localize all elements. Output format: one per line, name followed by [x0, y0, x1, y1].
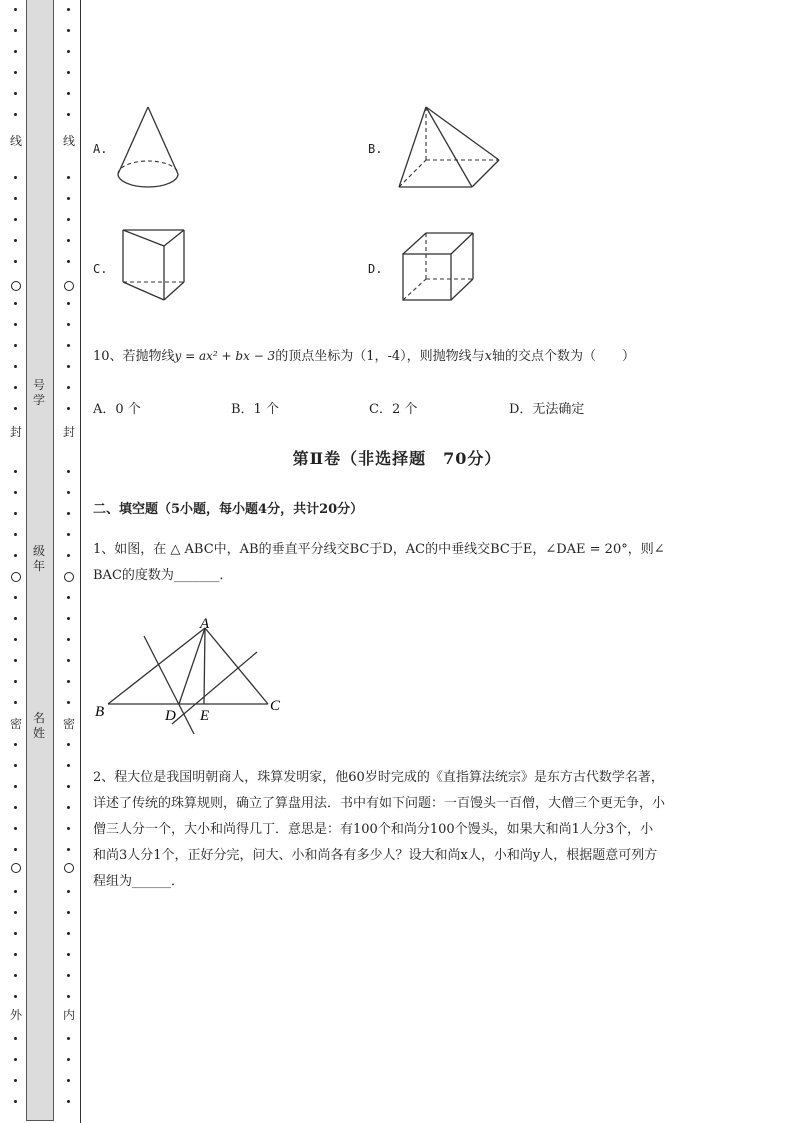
option-c-label: C. — [93, 262, 108, 276]
margin-dot — [67, 995, 70, 998]
inner-label-xian: 线 — [62, 134, 75, 148]
margin-dot — [14, 848, 17, 851]
margin-dot — [67, 932, 70, 935]
outer-circle-mark — [11, 572, 21, 582]
margin-dot — [14, 176, 17, 179]
vertex-c-label: C — [270, 698, 281, 714]
cone-figure — [114, 104, 186, 194]
margin-dot — [67, 827, 70, 830]
margin-dot — [67, 491, 70, 494]
margin-dot — [67, 50, 70, 53]
margin-dot — [14, 239, 17, 242]
margin-dot — [67, 806, 70, 809]
margin-dot — [14, 764, 17, 767]
margin-dot — [14, 512, 17, 515]
fill2-line-2: 详述了传统的珠算规则，确立了算盘用法．书中有如下问题：一百馒头一百僧，大僧三个更无争，小 — [93, 796, 666, 811]
margin-dot — [67, 344, 70, 347]
pyramid-figure — [396, 104, 506, 194]
margin-dot — [14, 827, 17, 830]
fill-question-2 — [93, 765, 748, 895]
margin-dot — [67, 680, 70, 683]
band-label-student-number: 号学 — [32, 378, 45, 407]
vertex-b-label: B — [95, 704, 105, 720]
margin-dot — [14, 953, 17, 956]
margin-dot — [14, 470, 17, 473]
margin-dot — [67, 113, 70, 116]
margin-dot — [14, 491, 17, 494]
margin-dot — [14, 743, 17, 746]
margin-dot — [67, 596, 70, 599]
margin-dot — [67, 953, 70, 956]
margin-dot — [14, 596, 17, 599]
inner-circle-mark — [64, 572, 74, 582]
margin-dot — [14, 218, 17, 221]
triangle-abc-figure — [92, 612, 292, 742]
margin-dot — [67, 470, 70, 473]
q10-axis: x — [484, 349, 492, 364]
margin-dot — [14, 995, 17, 998]
margin-dot — [67, 239, 70, 242]
q10-mid: 的顶点坐标为（1，-4），则抛物线与 — [275, 349, 485, 364]
point-d-label: D — [165, 708, 176, 724]
q10-choice-b: B．1 个 — [231, 402, 279, 417]
margin-dot — [14, 1100, 17, 1103]
margin-dot — [67, 848, 70, 851]
margin-dot — [67, 176, 70, 179]
margin-dot — [67, 260, 70, 263]
margin-dot — [67, 1100, 70, 1103]
option-b-label: B. — [368, 142, 383, 156]
part-title: 二、填空题（5小题，每小题4分，共计20分） — [93, 502, 364, 517]
section-title: 第Ⅱ卷（非选择题 70分） — [292, 449, 502, 468]
margin-dot — [14, 890, 17, 893]
margin-dot — [14, 407, 17, 410]
q10-prefix: 10、若抛物线 — [93, 349, 175, 364]
inner-circle-mark — [64, 863, 74, 873]
margin-dot — [14, 680, 17, 683]
q10-suffix: 轴的交点个数为（ ） — [491, 349, 635, 364]
margin-dot — [67, 218, 70, 221]
margin-dot — [14, 659, 17, 662]
margin-dot — [67, 386, 70, 389]
margin-dot — [14, 302, 17, 305]
fill1-line-2: BAC的度数为_______． — [93, 568, 233, 583]
margin-dot — [14, 386, 17, 389]
q10-choice-d: D．无法确定 — [509, 402, 585, 417]
margin-dot — [67, 701, 70, 704]
fill2-line-3: 僧三人分一个，大小和尚得几丁．意思是：有100个和尚分100个馒头，如果大和尚1人分3个，小 — [93, 822, 654, 837]
margin-dot — [14, 785, 17, 788]
margin-dot — [14, 1079, 17, 1082]
margin-dot — [14, 1037, 17, 1040]
margin-dot — [67, 617, 70, 620]
outer-label-xian: 线 — [9, 134, 22, 148]
margin-dot — [14, 29, 17, 32]
margin-dot — [14, 50, 17, 53]
margin-dot — [14, 617, 17, 620]
outer-label-mi: 密 — [9, 717, 22, 731]
margin-dot — [67, 911, 70, 914]
question-10 — [93, 347, 635, 366]
q10-formula: y = ax² + bx − 3 — [174, 349, 276, 363]
fill2-line-5: 程组为______． — [93, 874, 185, 889]
margin-dot — [14, 344, 17, 347]
margin-dot — [67, 1037, 70, 1040]
margin-dot — [67, 29, 70, 32]
margin-dot — [14, 92, 17, 95]
margin-dot — [67, 71, 70, 74]
cube-figure — [400, 230, 480, 304]
margin-dot — [14, 113, 17, 116]
margin-dot — [14, 533, 17, 536]
triangular-prism-figure — [118, 226, 190, 306]
inner-label-nei: 内 — [62, 1008, 75, 1022]
fill1-line-1: 1、如图，在 △ ABC中，AB的垂直平分线交BC于D，AC的中垂线交BC于E，∠DAE = 20°，则∠ — [93, 542, 665, 557]
margin-dot — [67, 533, 70, 536]
margin-dot — [14, 71, 17, 74]
vertex-a-label: A — [200, 616, 210, 632]
fill2-line-4: 和尚3人分1个，正好分完，问大、小和尚各有多少人？设大和尚x人，小和尚y人，根据题意可列方 — [93, 848, 658, 863]
band-label-grade: 级年 — [32, 544, 45, 573]
margin-dot — [67, 974, 70, 977]
margin-dot — [14, 1058, 17, 1061]
option-a-label: A. — [93, 142, 108, 156]
margin-dot — [67, 743, 70, 746]
margin-dot — [67, 8, 70, 11]
margin-dot — [67, 785, 70, 788]
q10-choice-a: A．0 个 — [93, 402, 141, 417]
margin-dot — [67, 1058, 70, 1061]
margin-dot — [14, 323, 17, 326]
margin-dot — [14, 806, 17, 809]
outer-label-wai: 外 — [9, 1008, 22, 1022]
margin-dot — [14, 554, 17, 557]
margin-dot — [14, 932, 17, 935]
margin-dot — [67, 1079, 70, 1082]
outer-circle-mark — [11, 281, 21, 291]
margin-dot — [67, 365, 70, 368]
outer-label-feng: 封 — [9, 425, 22, 439]
margin-dot — [67, 197, 70, 200]
margin-dot — [67, 890, 70, 893]
q10-choice-c: C．2 个 — [369, 402, 418, 417]
margin-dot — [67, 512, 70, 515]
margin-dot — [14, 197, 17, 200]
band-label-name: 名姓 — [32, 711, 45, 740]
margin-dot — [14, 8, 17, 11]
fill2-line-1: 2、程大位是我国明朝商人，珠算发明家，他60岁时完成的《直指算法统宗》是东方古代数学名著， — [93, 770, 664, 785]
margin-dot — [67, 638, 70, 641]
inner-label-mi: 密 — [62, 717, 75, 731]
margin-dot — [67, 92, 70, 95]
margin-dot — [14, 911, 17, 914]
option-d-label: D. — [368, 262, 383, 276]
margin-dot — [67, 323, 70, 326]
point-e-label: E — [200, 708, 210, 724]
margin-dot — [67, 407, 70, 410]
inner-label-feng: 封 — [62, 425, 75, 439]
binding-margin-bottom-edge — [26, 1120, 54, 1121]
margin-dot — [14, 701, 17, 704]
margin-dot — [67, 764, 70, 767]
margin-dot — [14, 260, 17, 263]
margin-dot — [14, 365, 17, 368]
margin-dot — [67, 554, 70, 557]
inner-circle-mark — [64, 281, 74, 291]
margin-dot — [67, 659, 70, 662]
margin-dot — [67, 302, 70, 305]
outer-circle-mark — [11, 863, 21, 873]
margin-dot — [14, 638, 17, 641]
fill-question-1 — [93, 537, 748, 589]
margin-dot — [14, 974, 17, 977]
